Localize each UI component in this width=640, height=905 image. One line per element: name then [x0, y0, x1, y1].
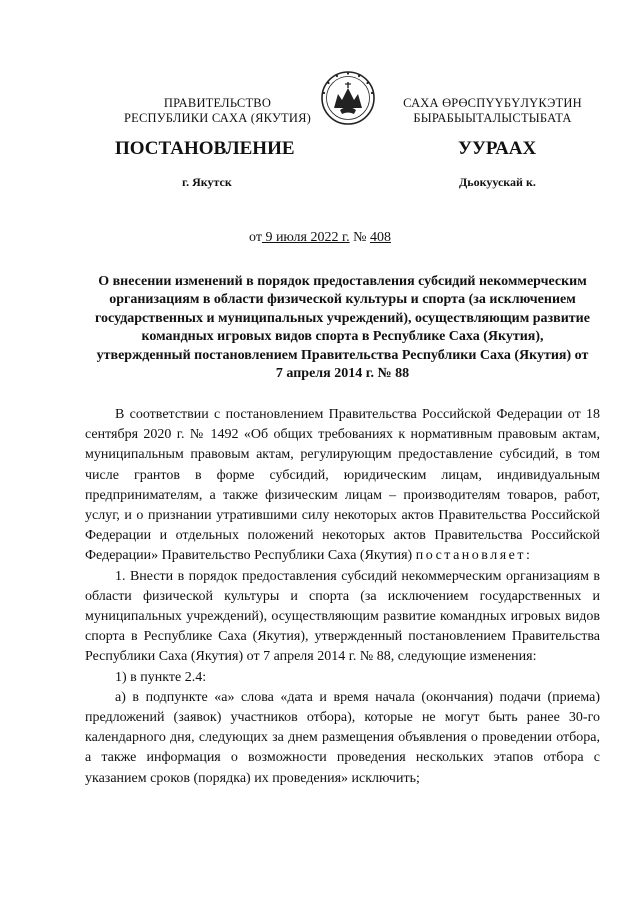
- document-number: 408: [370, 230, 391, 245]
- doc-type-sah: УУРААХ: [458, 138, 537, 159]
- government-name-ru-line2: РЕСПУБЛИКИ САХА (ЯКУТИЯ): [124, 111, 311, 125]
- government-name-ru-line1: ПРАВИТЕЛЬСТВО: [163, 96, 272, 110]
- government-name-ru: [95, 96, 340, 126]
- date-number-line: [0, 230, 640, 246]
- document-body: [85, 405, 600, 789]
- preamble-text: В соответствии с постановлением Правительства Российской Федерации от 18 сентября 2020 г. № 1492 «Об общих требованиях к нормативным правовым актам, муниципальным правовым актам, регулирующим предоставление субсидий, в том числе грантов в форме субсидий, юридическим лицам, индивидуальным предпринимателям, а также физическим лицам – производителям товаров, работ, услуг, и о признании утратившими силу некоторых актов Правительства Российской Федерации и отдельных положений некоторых актов Правительства Российской Федерации» Правительство Республики Саха (Якутия): [85, 407, 600, 564]
- document-date: 9 июля 2022 г.: [261, 230, 350, 245]
- body-paragraph-preamble: [85, 405, 600, 567]
- number-label: №: [349, 230, 370, 245]
- body-paragraph-subitem-1: 1) в пункте 2.4:: [115, 669, 207, 685]
- body-paragraph-item-1: 1. Внести в порядок предоставления субсидий некоммерческим организациям в области физической культуры и спорта (за исключением государственных и муниципальных учреждений), осуществляющим развитие командных игровых видов спорта в Республике Саха (Якутия), утвержденный постановлением Правительства Республики Саха (Якутия) от 7 апреля 2014 г. № 88, следующие изменения:: [85, 568, 600, 665]
- document-title: О внесении изменений в порядок предоставления субсидий некоммерческим организациям в области физической культуры и спорта (за исключением государственных и муниципальных учреждений), осуществляющим развитие командных игровых видов спорта в Республике Саха (Якутия), утвержденный постановлением Правительства Республики Саха (Якутия) от 7 апреля 2014 г. № 88: [95, 274, 590, 382]
- city-sah: Дьокуускай к.: [459, 175, 536, 189]
- date-prefix: от: [249, 230, 262, 245]
- resolves-word: постановляет:: [415, 548, 533, 564]
- city-ru: г. Якутск: [182, 175, 232, 189]
- doc-type-ru: ПОСТАНОВЛЕНИЕ: [115, 138, 295, 159]
- government-name-sah-line1: САХА ӨРӨСПҮҮБҮЛҮКЭТИН: [403, 96, 582, 110]
- government-name-sah-line2: БЫРАБЫЫТАЛЫСТЫБАТА: [413, 111, 572, 125]
- government-name-sah: [375, 96, 610, 126]
- body-paragraph-subitem-a: а) в подпункте «а» слова «дата и время начала (окончания) подачи (приема) предложений (заявок) участников отбора), которые не могут быть ранее 30-го календарного дня, следующих за днем размещения объявления о проведении отбора, а также информация о возможности проведения нескольких этапов отбора с указанием сроков (порядка) их проведения» исключить;: [85, 689, 600, 786]
